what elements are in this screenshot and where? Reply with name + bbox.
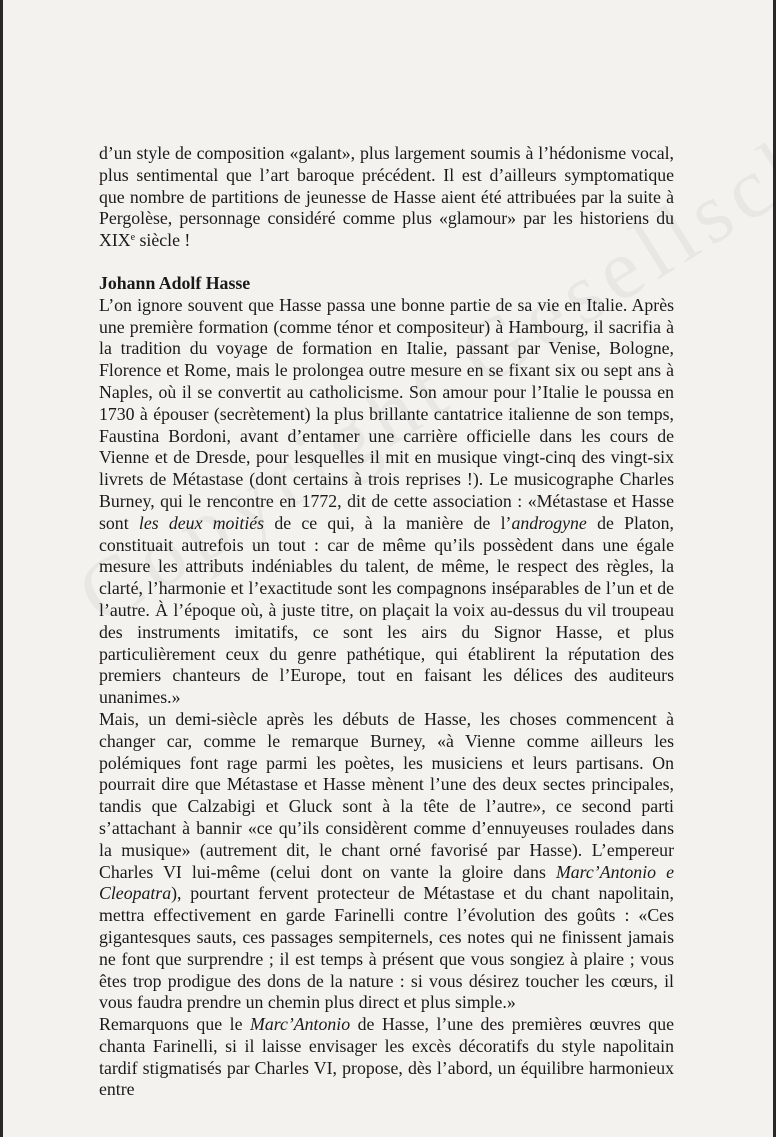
italic-phrase: androgyne (511, 512, 587, 533)
century-superscript: e (130, 232, 136, 244)
intro-text: d’un style de composition «galant», plus largement soumis à l’hédonisme vocal, plus sentimental que l’art baroque précédent. Il est d’ailleurs symptomatique que nombre de partitions de jeunesse de Hasse aient été attribuées par la suite à Pergolèse, personnage considéré comme plus «glamour» par les historiens du XIXe siècle ! (99, 143, 674, 251)
section-heading: Johann Adolf Hasse (99, 273, 251, 293)
opera-title: Marc’Antonio (250, 1014, 351, 1035)
paragraph-1: L’on ignore souvent que Hasse passa une bonne partie de sa vie en Italie. Après une première formation (comme ténor et compositeur) à Hambourg, il sacrifia à la tradition du voyage de formation en Italie, passant par Venise, Bologne, Florence et Rome, mais le prolongea outre mesure en se fixant six ou sept ans à Naples, où il se convertit au catholicisme. Son amour pour l’Italie le poussa en 1730 à épouser (secrètement) la plus brillante cantatrice italienne de son temps, Faustina Bordoni, avant d’entamer une carrière officielle dans les cours de Vienne et de Dresde, pour lesquelles il mit en musique vingt-cinq des vingt-six livrets de Métastase (dont certains à trois reprises !). Le musicographe Charles Burney, qui le rencontre en 1772, dit de cette association : «Métastase et Hasse sont les deux moitiés de ce qui, à la manière de l’androgyne de Platon, constituait autrefois un tout : car de même qu’ils possèdent dans une égale mesure les attributs indéniables du talent, de même, le respect des règles, la clarté, l’harmonie et l’exactitude sont les compagnons inséparables de l’un et de l’autre. À l’époque où, à juste titre, on plaçait la voix au-dessus du vil troupeau des instruments imitatifs, ce sont les airs du Signor Hasse, et plus particulièrement ceux du genre pathétique, qui établirent la réputation des premiers chanteurs de l’Europe, tout en faisant les délices des auditeurs unanimes.» (99, 294, 674, 708)
paragraph-3: Remarquons que le Marc’Antonio de Hasse, l’une des premières œuvres que chanta Farinelli, si il laisse envisager les excès décoratifs du style napolitain tardif stigmatisés par Charles VI, propose, dès l’abord, un équilibre harmonieux entre (99, 1014, 674, 1100)
scan-edge-left (0, 0, 3, 1137)
hasse-section (99, 273, 674, 1101)
opera-title: Marc’Antonio e Cleopatra (99, 861, 675, 904)
intro-paragraph (99, 143, 674, 252)
paragraph-2: Mais, un demi-siècle après les débuts de Hasse, les choses commencent à changer car, comme le remarque Burney, «à Vienne comme ailleurs les polémiques font rage parmi les poètes, les musiciens et leurs partisans. On pourrait dire que Métastase et Hasse mènent l’une des deux sectes principales, tandis que Calzabigi et Gluck sont à la tête de l’autre», ce second parti s’attachant à bannir «ce qu’ils considèrent comme d’ennuyeuses roulades dans la musique» (autrement dit, le chant orné favorisé par Hasse). L’empereur Charles VI lui-même (celui dont on vante la gloire dans Marc’Antonio e Cleopatra), pourtant fervent protecteur de Métastase et du chant napolitain, mettra effectivement en garde Farinelli contre l’évolution des goûts : «Ces gigantesques sauts, ces passages sempiternels, ces notes qui ne finissent jamais ne font que surprendre ; il est temps à présent que vous songiez à plaire ; vous êtes trop prodigue des dons de la nature : si vous désirez toucher les cœurs, il vous faudra prendre un chemin plus direct et plus simple.» (99, 708, 675, 1013)
italic-phrase: les deux moitiés (138, 512, 265, 533)
